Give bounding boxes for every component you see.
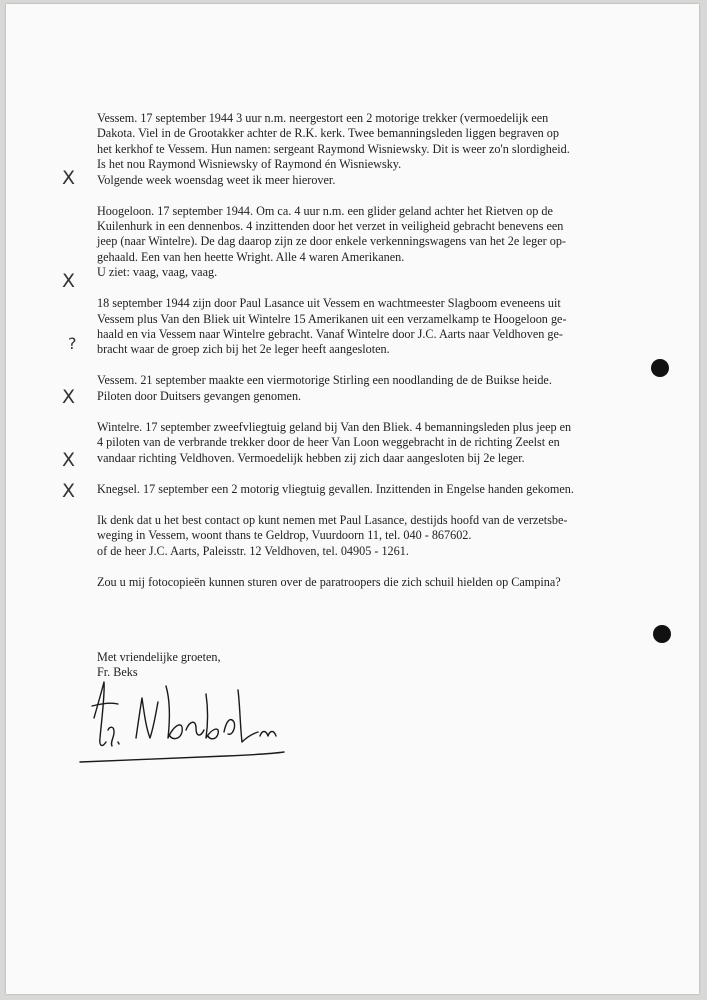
- text-line: 4 piloten van de verbrande trekker door de heer Van Loon weggebracht in de richting Zeelst en: [97, 435, 560, 450]
- text-line: Hoogeloon. 17 september 1944. Om ca. 4 uur n.m. een glider geland achter het Rietven op de: [97, 203, 553, 218]
- text-line: Is het nou Raymond Wisniewsky of Raymond én Wisniewsky.: [97, 157, 402, 172]
- text-line: vandaar richting Veldhoven. Vermoedelijk hebben zij zich daar aangesloten bij 2e leger.: [97, 450, 525, 465]
- margin-mark-x: X: [62, 270, 76, 292]
- margin-mark-x: X: [62, 167, 76, 189]
- text-line: het kerkhof te Vessem. Hun namen: sergeant Raymond Wisniewsky. Dit is weer zo'n slordigheid.: [97, 141, 570, 156]
- text-line: Vessem plus Van den Bliek uit Wintelre 15 Amerikanen uit een verzamelkamp te Hoogeloon ge-: [97, 311, 567, 326]
- text-line: Volgende week woensdag weet ik meer hierover.: [97, 172, 336, 187]
- margin-mark-x: X: [62, 386, 76, 408]
- text-line: Vessem. 21 september maakte een viermotorige Stirling een noodlanding de de Buikse heide.: [97, 373, 552, 388]
- text-line: 18 september 1944 zijn door Paul Lasance uit Vessem en wachtmeester Slagboom eveneens uit: [97, 296, 561, 311]
- closing-greeting: Met vriendelijke groeten,: [97, 650, 221, 664]
- paragraph-stirling-landing: [97, 373, 637, 404]
- text-line: Knegsel. 17 september een 2 motorig vliegtuig gevallen. Inzittenden in Engelse handen gekomen.: [97, 481, 574, 496]
- closing-name: Fr. Beks: [97, 665, 138, 680]
- punch-hole: [653, 625, 671, 643]
- paragraph-hoogeloon-glider: [97, 204, 637, 281]
- text-line: Ik denk dat u het best contact op kunt nemen met Paul Lasance, destijds hoofd van de verzetsbe-: [97, 512, 568, 527]
- paragraph-contacts: [97, 513, 637, 559]
- text-line: Piloten door Duitsers gevangen genomen.: [97, 388, 302, 403]
- margin-mark-x: X: [62, 480, 76, 502]
- paragraph-knegsel-crash: [97, 482, 637, 497]
- text-line: gehaald. Een van hen heette Wright. Alle 4 waren Amerikanen.: [97, 249, 405, 264]
- text-line: haald en via Vessem naar Wintelre gebracht. Vanaf Wintelre door J.C. Aarts naar Veldhoven ge-: [97, 327, 563, 342]
- document-page: [6, 4, 699, 994]
- text-line: Kuilenhurk in een dennenbos. 4 inzittenden door het verzet in veiligheid gebracht benevens een: [97, 219, 564, 234]
- text-line: jeep (naar Wintelre). De dag daarop zijn ze door enkele verkenningswagens van het 2e leger op-: [97, 234, 566, 249]
- handwritten-signature: [74, 676, 289, 766]
- text-line: Wintelre. 17 september zweefvliegtuig geland bij Van den Bliek. 4 bemanningsleden plus jeep en: [97, 419, 572, 434]
- text-line: Dakota. Viel in de Grootakker achter de R.K. kerk. Twee bemanningsleden liggen begraven op: [97, 126, 559, 141]
- margin-mark-question: ?: [68, 334, 77, 353]
- text-line: Vessem. 17 september 1944 3 uur n.m. neergestort een 2 motorige trekker (vermoedelijk een: [97, 111, 549, 125]
- punch-hole: [651, 359, 669, 377]
- text-line: weging in Vessem, woont thans te Geldrop, Vuurdoorn 11, tel. 040 - 867602.: [97, 528, 472, 543]
- margin-mark-x: X: [62, 449, 76, 471]
- text-line: bracht waar de groep zich bij het 2e leger heeft aangesloten.: [97, 342, 390, 357]
- paragraph-american-transport: [97, 296, 637, 358]
- text-line: U ziet: vaag, vaag, vaag.: [97, 265, 218, 280]
- text-line: Zou u mij fotocopieën kunnen sturen over de paratroopers die zich schuil hielden op Campina?: [97, 574, 561, 589]
- text-line: of de heer J.C. Aarts, Paleisstr. 12 Veldhoven, tel. 04905 - 1261.: [97, 543, 409, 558]
- paragraph-vessem-crash: [97, 111, 637, 188]
- paragraph-request: [97, 575, 637, 590]
- paragraph-wintelre-glider: [97, 420, 637, 466]
- letter-body: [97, 111, 637, 606]
